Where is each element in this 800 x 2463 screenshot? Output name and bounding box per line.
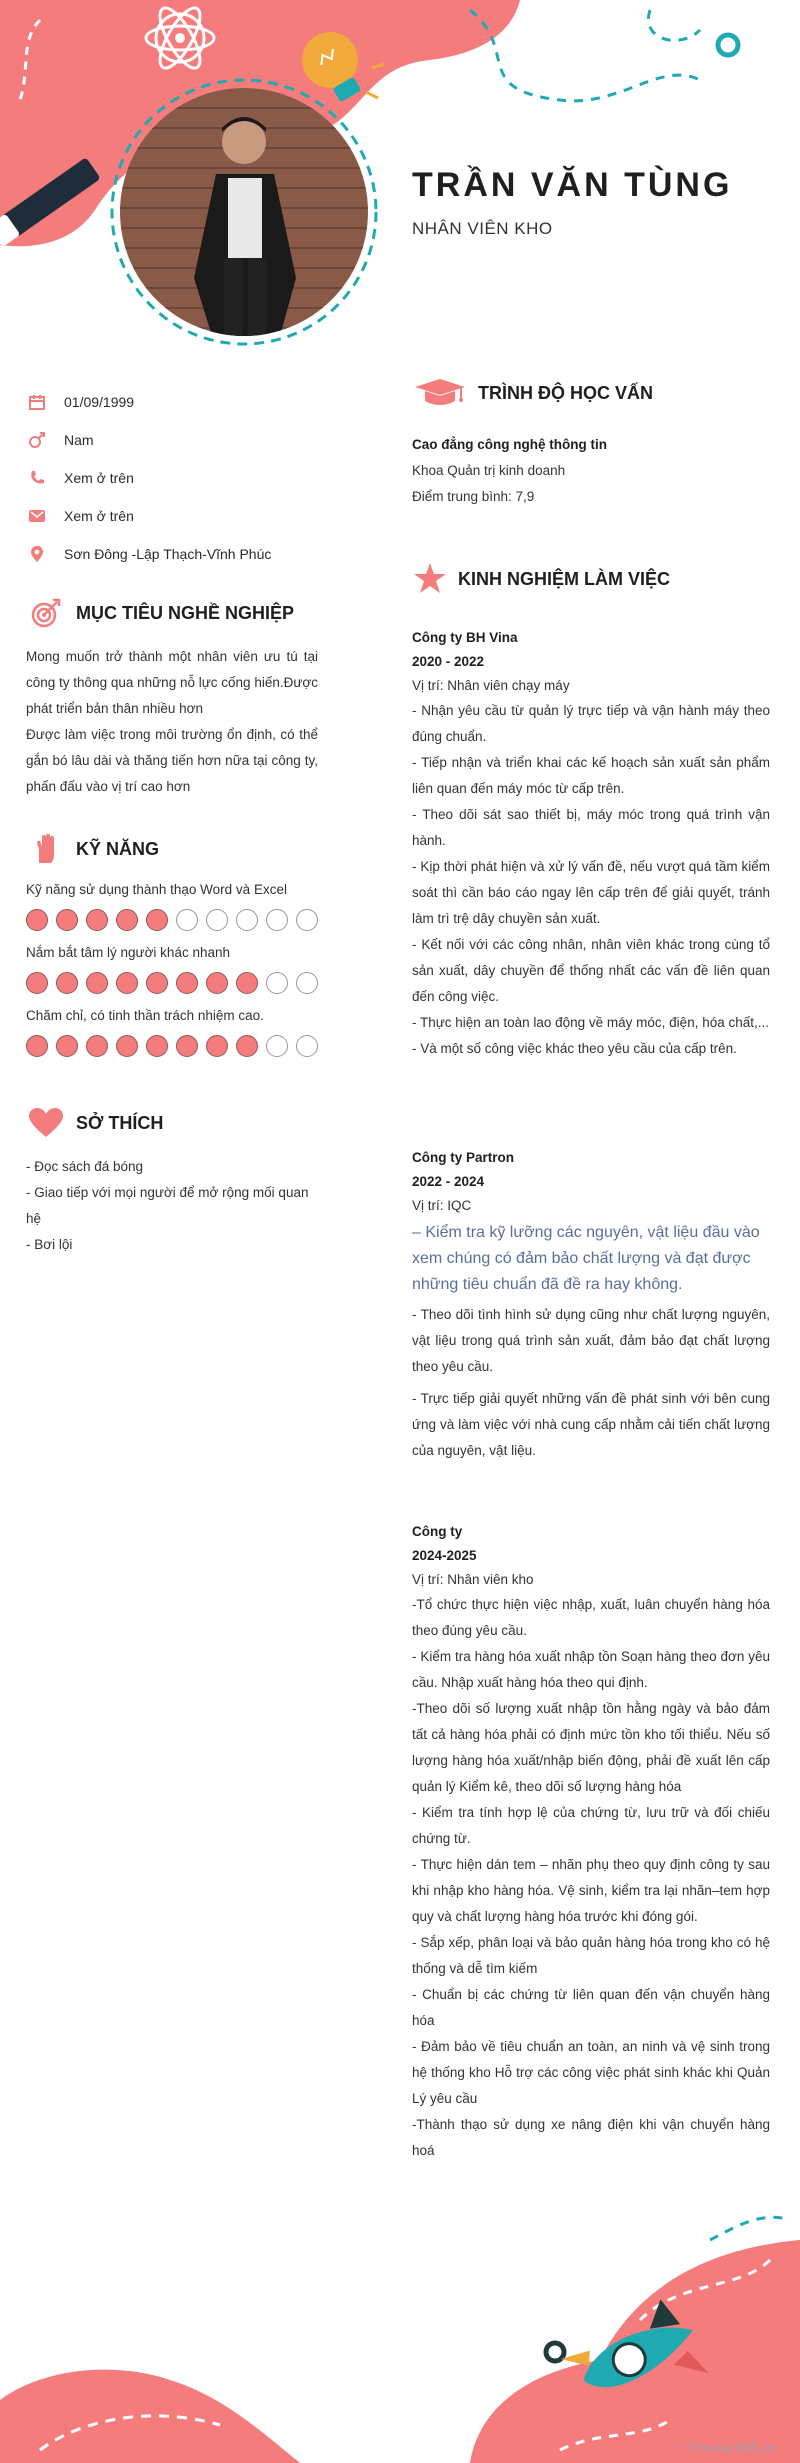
job-period: 2020 - 2022 (412, 654, 485, 669)
profile-photo (120, 88, 368, 336)
rating-dot-empty (296, 1035, 318, 1057)
contact-email (26, 497, 326, 535)
contact-value: Xem ở trên (64, 508, 134, 524)
job-duty: - Tiếp nhận và triển khai các kế hoạch sản xuất sản phẩm liên quan đến máy móc từ cấp trên. (412, 755, 770, 796)
job-duty: - Nhận yêu cầu từ quản lý trực tiếp và vận hành máy theo đúng chuẩn. (412, 703, 770, 744)
hand-icon (26, 832, 66, 866)
job-duty: - Kết nối với các công nhân, nhân viên khác trong cùng tổ sản xuất, dây chuyền để thống nhất các vấn đề liên quan đến công việc. (412, 937, 770, 1004)
rating-dot-empty (176, 909, 198, 931)
full-name: TRẦN VĂN TÙNG (412, 166, 733, 204)
education-gpa: Điểm trung bình: 7,9 (412, 489, 535, 504)
rating-dot-filled (236, 972, 258, 994)
skills-heading (26, 832, 318, 866)
rating-dot-filled (176, 972, 198, 994)
rating-dot-filled (116, 909, 138, 931)
rating-dot-filled (56, 972, 78, 994)
skills-title: KỸ NĂNG (76, 838, 160, 859)
graduation-cap-icon (412, 376, 468, 410)
footer-decoration (0, 2200, 800, 2463)
job-duty: - Kiểm tra tính hợp lệ của chứng từ, lưu trữ và đối chiếu chứng từ. (412, 1805, 770, 1846)
job-duty: - Trực tiếp giải quyết những vấn đề phát sinh với bên cung ứng và làm việc với nhà cung cấp nhằm cải tiến chất lượng của nguyên, vật liệu. (412, 1391, 770, 1458)
education-school: Cao đẳng công nghệ thông tin (412, 437, 607, 452)
rating-dot-filled (146, 909, 168, 931)
rating-dot-empty (266, 1035, 288, 1057)
contact-value: Sơn Đông -Lập Thạch-Vĩnh Phúc (64, 546, 272, 562)
hobby-item: - Đọc sách đá bóng (26, 1159, 144, 1174)
rating-dot-filled (86, 1035, 108, 1057)
location-pin-icon (26, 543, 48, 565)
job-duty: - Và một số công việc khác theo yêu cầu của cấp trên. (412, 1041, 737, 1056)
rating-dot-filled (26, 909, 48, 931)
job-entry (412, 626, 770, 1062)
rating-dot-filled (146, 972, 168, 994)
objective-text-1: Mong muốn trở thành một nhân viên ưu tú tại công ty thông qua những nỗ lực cống hiến.Được phát triển bản thân nhiều hơn (26, 649, 318, 716)
job-entry (412, 1146, 770, 1464)
rating-dot-filled (26, 972, 48, 994)
job-highlight: – Kiểm tra kỹ lưỡng các nguyên, vật liệu đầu vào xem chúng có đảm bảo chất lượng và đạt được những tiêu chuẩn đã đề ra hay không. (412, 1224, 760, 1293)
job-duty: -Thành thạo sử dụng xe nâng điện khi vận chuyển hàng hoá (412, 2117, 770, 2158)
job-position: Vị trí: Nhân viên kho (412, 1572, 534, 1587)
rating-dot-empty (296, 909, 318, 931)
job-duty: - Thực hiện dán tem – nhãn phụ theo quy định công ty sau khi nhập kho hàng hóa. Vệ sinh, kiểm tra lại nhãn–tem hợp quy và chất lượng hàng hóa trước khi đóng gói. (412, 1857, 770, 1924)
skill-rating (26, 972, 318, 994)
objective-text-2: Được làm việc trong môi trường ổn định, có thể gắn bó lâu dài và thăng tiến hơn nữa tại công ty, phấn đấu vào vị trí cao hơn (26, 727, 318, 794)
rating-dot-filled (86, 909, 108, 931)
rating-dot-filled (116, 972, 138, 994)
skill-rating (26, 1035, 318, 1057)
gender-icon (26, 429, 48, 451)
contact-birthday (26, 383, 326, 421)
rating-dot-filled (56, 909, 78, 931)
skills-section (26, 832, 318, 1071)
job-duty: - Chuẩn bị các chứng từ liên quan đến vận chuyển hàng hóa (412, 1987, 770, 2028)
job-duty: -Tổ chức thực hiện việc nhập, xuất, luân chuyển hàng hóa theo đúng yêu cầu. (412, 1597, 770, 1638)
rating-dot-empty (266, 972, 288, 994)
rating-dot-filled (26, 1035, 48, 1057)
job-duty: - Kiểm tra hàng hóa xuất nhập tồn Soạn hàng theo đơn yêu cầu. Nhập xuất hàng hóa theo qui định. (412, 1649, 770, 1690)
objective-title: MỤC TIÊU NGHỀ NGHIỆP (76, 602, 295, 623)
job-period: 2024-2025 (412, 1548, 477, 1563)
contact-phone (26, 459, 326, 497)
education-major: Khoa Quản trị kinh doanh (412, 463, 566, 478)
hobbies-title: SỞ THÍCH (76, 1112, 164, 1133)
hobbies-section (26, 1106, 318, 1258)
rating-dot-filled (86, 972, 108, 994)
rating-dot-filled (236, 1035, 258, 1057)
contact-list (26, 383, 326, 573)
rating-dot-filled (116, 1035, 138, 1057)
skill-rating (26, 909, 318, 931)
job-company: Công ty Partron (412, 1150, 515, 1165)
objective-heading (26, 596, 318, 630)
skill-name: Kỹ năng sử dụng thành thạo Word và Excel (26, 882, 287, 897)
job-duty: - Kịp thời phát hiện và xử lý vấn đề, nếu vượt quá tầm kiểm soát thì cần báo cáo ngay lên cấp trên để giải quyết, tránh làm trì trệ dây chuyền sản xuất. (412, 859, 770, 926)
rating-dot-empty (236, 909, 258, 931)
contact-address (26, 535, 326, 573)
education-section (412, 376, 770, 510)
job-company: Công ty (412, 1524, 463, 1539)
watermark: ⁘ Timviec365.vn (672, 2441, 778, 2455)
job-title: NHÂN VIÊN KHO (412, 219, 553, 238)
job-position: Vị trí: Nhân viên chạy máy (412, 678, 570, 693)
experience-title: KINH NGHIỆM LÀM VIỆC (458, 568, 671, 589)
contact-value: Nam (64, 432, 94, 448)
job-duty: - Sắp xếp, phân loại và bảo quản hàng hóa trong kho có hệ thống và dễ tìm kiếm (412, 1935, 770, 1976)
hobby-item: - Giao tiếp với mọi người để mở rộng mối quan hệ (26, 1185, 309, 1226)
rating-dot-filled (206, 972, 228, 994)
star-icon (412, 562, 448, 596)
rating-dot-filled (176, 1035, 198, 1057)
rating-dot-empty (206, 909, 228, 931)
hobby-item: - Bơi lội (26, 1237, 73, 1252)
education-heading (412, 376, 770, 410)
contact-gender (26, 421, 326, 459)
experience-heading (412, 562, 770, 596)
contact-value: 01/09/1999 (64, 394, 135, 410)
job-duty: -Theo dõi số lượng xuất nhập tồn hằng ngày và bảo đảm tất cả hàng hóa phải có định mức tồn kho tối thiểu. Nếu số lượng hàng hóa xuất/nhập biến động, phải đề xuất lên cấp quản lý Kiểm kê, theo dõi số lượng hàng hóa (412, 1701, 770, 1794)
job-duty: - Theo dõi tình hình sử dụng cũng như chất lượng nguyên, vật liệu trong quá trình sản xuất, đảm bảo đạt chất lượng theo yêu cầu. (412, 1307, 770, 1374)
skill-name: Chăm chỉ, có tinh thần trách nhiệm cao. (26, 1008, 264, 1023)
job-duty: - Đảm bảo về tiêu chuẩn an toàn, an ninh và vệ sinh trong hệ thống kho Hỗ trợ các công việc phát sinh khác khi Quản Lý yêu cầu (412, 2039, 770, 2106)
education-title: TRÌNH ĐỘ HỌC VẤN (478, 382, 653, 403)
job-company: Công ty BH Vina (412, 630, 518, 645)
rating-dot-filled (206, 1035, 228, 1057)
heart-icon (26, 1106, 66, 1140)
rating-dot-empty (296, 972, 318, 994)
job-period: 2022 - 2024 (412, 1174, 485, 1189)
email-icon (26, 505, 48, 527)
experience-section (412, 562, 770, 596)
calendar-icon (26, 391, 48, 413)
rating-dot-empty (266, 909, 288, 931)
target-icon (26, 596, 66, 630)
contact-value: Xem ở trên (64, 470, 134, 486)
job-duty: - Thực hiện an toàn lao động về máy móc, điện, hóa chất,... (412, 1015, 769, 1030)
job-position: Vị trí: IQC (412, 1198, 472, 1213)
hobbies-heading (26, 1106, 318, 1140)
skill-name: Nắm bắt tâm lý người khác nhanh (26, 945, 230, 960)
objective-section (26, 596, 318, 800)
rating-dot-filled (146, 1035, 168, 1057)
job-entry (412, 1520, 770, 2164)
job-duty: - Theo dõi sát sao thiết bị, máy móc trong quá trình vận hành. (412, 807, 770, 848)
phone-icon (26, 467, 48, 489)
rating-dot-filled (56, 1035, 78, 1057)
skills-list (26, 882, 318, 1057)
